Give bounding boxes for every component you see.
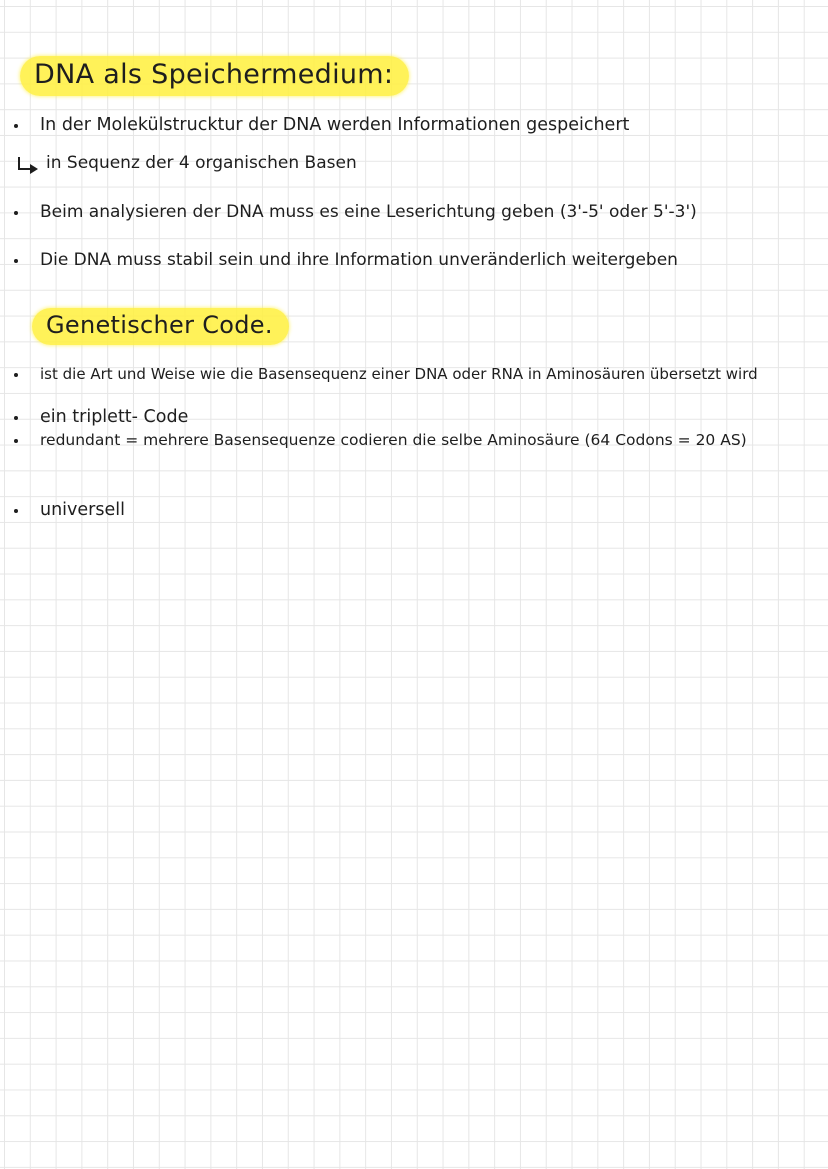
heading-dna-storage: DNA als Speichermedium: <box>20 56 409 96</box>
bullet-icon <box>14 211 18 215</box>
bullet-icon <box>14 439 18 443</box>
list-item-text: ist die Art und Weise wie die Basensequenz einer DNA oder RNA in Aminosäuren übersetzt wird <box>40 365 758 383</box>
bullet-icon <box>14 509 18 513</box>
bullet-icon <box>14 259 18 263</box>
list-item-text: redundant = mehrere Basensequenze codieren die selbe Aminosäure (64 Codons = 20 AS) <box>40 431 747 449</box>
list-item-text: universell <box>40 500 125 520</box>
heading-genetic-code: Genetischer Code. <box>32 308 289 345</box>
list-item-text: ein triplett- Code <box>40 407 189 427</box>
list-item-text: In der Molekülstrucktur der DNA werden Informationen gespeichert <box>40 115 630 135</box>
list-item-text: Beim analysieren der DNA muss es eine Leserichtung geben (3'-5' oder 5'-3') <box>40 202 697 222</box>
bullet-icon <box>14 373 18 377</box>
list-item-text: Die DNA muss stabil sein und ihre Information unveränderlich weitergeben <box>40 250 678 270</box>
sub-list-item-text: in Sequenz der 4 organischen Basen <box>46 153 357 173</box>
bullet-icon <box>14 124 18 128</box>
bullet-icon <box>14 416 18 420</box>
